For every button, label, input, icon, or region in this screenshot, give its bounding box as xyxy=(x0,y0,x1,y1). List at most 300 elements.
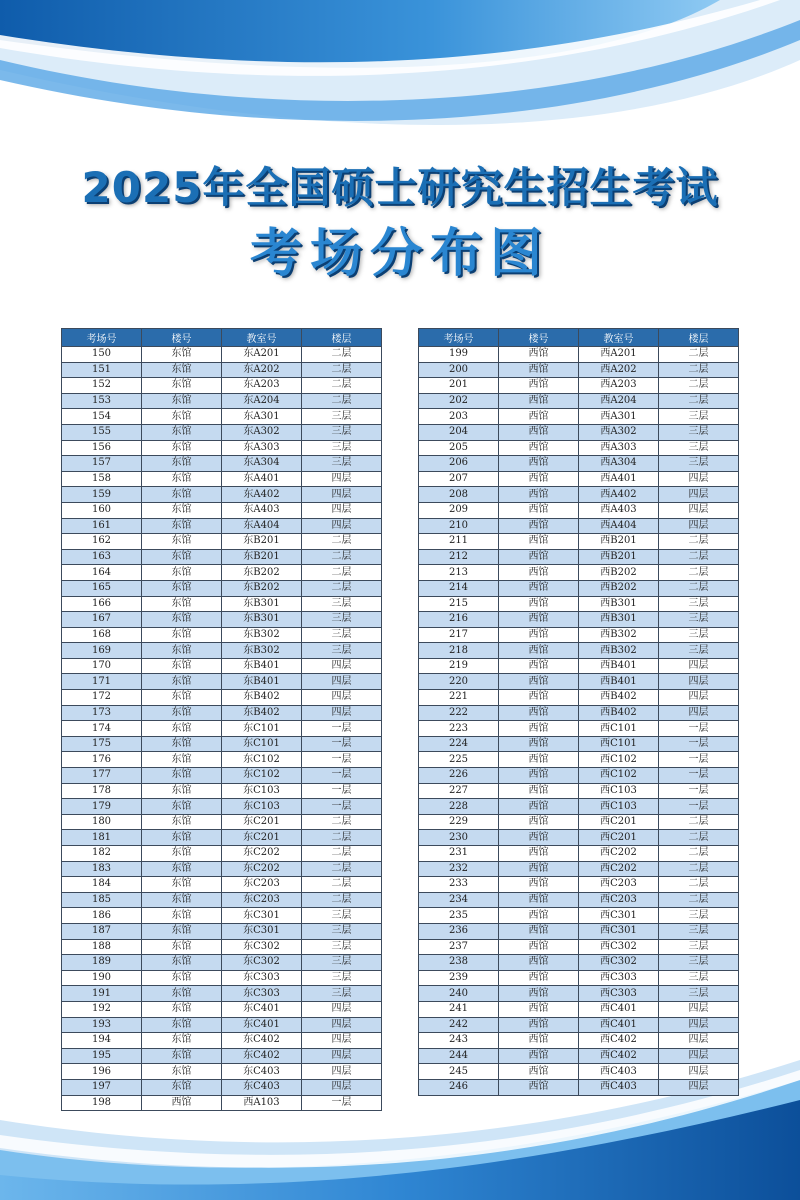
cell-building: 东馆 xyxy=(142,908,222,924)
cell-room-no: 180 xyxy=(62,814,142,830)
cell-floor: 四层 xyxy=(659,1033,739,1049)
cell-floor: 四层 xyxy=(302,1079,382,1095)
cell-classroom: 东C103 xyxy=(222,783,302,799)
cell-building: 东馆 xyxy=(142,923,222,939)
cell-floor: 一层 xyxy=(302,1095,382,1111)
cell-classroom: 东B401 xyxy=(222,674,302,690)
cell-room-no: 153 xyxy=(62,393,142,409)
cell-floor: 三层 xyxy=(659,627,739,643)
cell-room-no: 201 xyxy=(419,378,499,394)
cell-building: 西馆 xyxy=(499,923,579,939)
table-row xyxy=(419,627,739,643)
cell-room-no: 232 xyxy=(419,861,499,877)
table-row xyxy=(62,643,382,659)
cell-building: 东馆 xyxy=(142,814,222,830)
cell-classroom: 西C201 xyxy=(579,814,659,830)
cell-floor: 四层 xyxy=(659,690,739,706)
cell-building: 西馆 xyxy=(499,362,579,378)
cell-room-no: 245 xyxy=(419,1064,499,1080)
cell-floor: 二层 xyxy=(302,861,382,877)
table-row xyxy=(62,362,382,378)
cell-building: 西馆 xyxy=(499,955,579,971)
cell-classroom: 西B201 xyxy=(579,549,659,565)
table-row xyxy=(62,986,382,1002)
cell-classroom: 东B202 xyxy=(222,580,302,596)
cell-room-no: 244 xyxy=(419,1048,499,1064)
cell-classroom: 西A302 xyxy=(579,424,659,440)
cell-floor: 一层 xyxy=(302,736,382,752)
cell-building: 西馆 xyxy=(499,1001,579,1017)
cell-building: 东馆 xyxy=(142,1017,222,1033)
cell-building: 西馆 xyxy=(142,1095,222,1111)
cell-classroom: 东C402 xyxy=(222,1033,302,1049)
cell-room-no: 218 xyxy=(419,643,499,659)
table-row xyxy=(62,690,382,706)
cell-building: 西馆 xyxy=(499,846,579,862)
cell-room-no: 160 xyxy=(62,502,142,518)
table-row xyxy=(62,1095,382,1111)
cell-building: 东馆 xyxy=(142,955,222,971)
table-row xyxy=(419,768,739,784)
cell-building: 东馆 xyxy=(142,799,222,815)
cell-room-no: 157 xyxy=(62,456,142,472)
cell-room-no: 169 xyxy=(62,643,142,659)
table-row xyxy=(62,1064,382,1080)
cell-building: 东馆 xyxy=(142,456,222,472)
table-row xyxy=(62,658,382,674)
cell-building: 东馆 xyxy=(142,362,222,378)
table-row xyxy=(62,1001,382,1017)
cell-classroom: 西B402 xyxy=(579,705,659,721)
cell-classroom: 西C202 xyxy=(579,861,659,877)
cell-floor: 二层 xyxy=(659,580,739,596)
table-row xyxy=(419,955,739,971)
cell-classroom: 东A301 xyxy=(222,409,302,425)
cell-room-no: 181 xyxy=(62,830,142,846)
cell-building: 西馆 xyxy=(499,1017,579,1033)
cell-building: 西馆 xyxy=(499,658,579,674)
cell-floor: 四层 xyxy=(659,502,739,518)
cell-floor: 二层 xyxy=(659,347,739,363)
cell-classroom: 东C101 xyxy=(222,721,302,737)
cell-classroom: 西C301 xyxy=(579,923,659,939)
cell-classroom: 东B402 xyxy=(222,690,302,706)
cell-classroom: 东B201 xyxy=(222,534,302,550)
cell-building: 东馆 xyxy=(142,846,222,862)
table-row xyxy=(62,1048,382,1064)
cell-building: 西馆 xyxy=(499,705,579,721)
table-row xyxy=(419,487,739,503)
table-row xyxy=(62,721,382,737)
cell-classroom: 东C401 xyxy=(222,1017,302,1033)
cell-building: 东馆 xyxy=(142,830,222,846)
cell-classroom: 西C302 xyxy=(579,939,659,955)
cell-building: 东馆 xyxy=(142,658,222,674)
column-header-building: 楼号 xyxy=(142,329,222,347)
cell-room-no: 220 xyxy=(419,674,499,690)
cell-building: 东馆 xyxy=(142,721,222,737)
cell-room-no: 185 xyxy=(62,892,142,908)
table-row xyxy=(419,877,739,893)
cell-floor: 四层 xyxy=(302,487,382,503)
cell-floor: 二层 xyxy=(302,378,382,394)
table-row xyxy=(62,518,382,534)
cell-building: 东馆 xyxy=(142,877,222,893)
cell-classroom: 西A103 xyxy=(222,1095,302,1111)
cell-classroom: 东C101 xyxy=(222,736,302,752)
cell-room-no: 198 xyxy=(62,1095,142,1111)
cell-classroom: 西C402 xyxy=(579,1048,659,1064)
cell-floor: 三层 xyxy=(659,908,739,924)
cell-building: 西馆 xyxy=(499,736,579,752)
cell-classroom: 东C303 xyxy=(222,970,302,986)
cell-room-no: 184 xyxy=(62,877,142,893)
cell-room-no: 187 xyxy=(62,923,142,939)
table-row xyxy=(419,456,739,472)
cell-room-no: 174 xyxy=(62,721,142,737)
cell-room-no: 246 xyxy=(419,1079,499,1095)
cell-classroom: 西C302 xyxy=(579,955,659,971)
cell-floor: 三层 xyxy=(302,440,382,456)
cell-building: 东馆 xyxy=(142,1064,222,1080)
cell-room-no: 226 xyxy=(419,768,499,784)
cell-floor: 一层 xyxy=(302,799,382,815)
cell-room-no: 219 xyxy=(419,658,499,674)
table-row xyxy=(62,627,382,643)
cell-floor: 三层 xyxy=(659,424,739,440)
cell-floor: 二层 xyxy=(302,580,382,596)
table-row xyxy=(62,1079,382,1095)
cell-room-no: 152 xyxy=(62,378,142,394)
table-row xyxy=(62,502,382,518)
cell-room-no: 241 xyxy=(419,1001,499,1017)
cell-room-no: 216 xyxy=(419,612,499,628)
cell-room-no: 155 xyxy=(62,424,142,440)
cell-room-no: 175 xyxy=(62,736,142,752)
table-row xyxy=(62,471,382,487)
cell-classroom: 西B302 xyxy=(579,627,659,643)
cell-building: 东馆 xyxy=(142,752,222,768)
cell-classroom: 西A301 xyxy=(579,409,659,425)
cell-building: 东馆 xyxy=(142,440,222,456)
cell-room-no: 210 xyxy=(419,518,499,534)
cell-floor: 四层 xyxy=(659,487,739,503)
cell-floor: 三层 xyxy=(659,643,739,659)
cell-room-no: 238 xyxy=(419,955,499,971)
cell-building: 西馆 xyxy=(499,1064,579,1080)
cell-room-no: 159 xyxy=(62,487,142,503)
cell-floor: 二层 xyxy=(659,846,739,862)
cell-classroom: 东C103 xyxy=(222,799,302,815)
table-row xyxy=(62,752,382,768)
table-body xyxy=(62,347,382,1111)
table-row xyxy=(419,409,739,425)
cell-room-no: 240 xyxy=(419,986,499,1002)
cell-floor: 三层 xyxy=(659,596,739,612)
cell-classroom: 西A402 xyxy=(579,487,659,503)
table-row xyxy=(419,986,739,1002)
room-table-left xyxy=(61,328,382,1111)
table-row xyxy=(419,970,739,986)
cell-building: 东馆 xyxy=(142,674,222,690)
cell-classroom: 西C303 xyxy=(579,970,659,986)
table-row xyxy=(419,1001,739,1017)
cell-classroom: 西A303 xyxy=(579,440,659,456)
cell-classroom: 东A304 xyxy=(222,456,302,472)
cell-floor: 二层 xyxy=(659,362,739,378)
cell-floor: 一层 xyxy=(302,752,382,768)
cell-building: 西馆 xyxy=(499,768,579,784)
table-row xyxy=(419,596,739,612)
cell-building: 东馆 xyxy=(142,986,222,1002)
cell-floor: 四层 xyxy=(659,1017,739,1033)
cell-classroom: 西B202 xyxy=(579,580,659,596)
table-row xyxy=(419,674,739,690)
cell-classroom: 东C403 xyxy=(222,1079,302,1095)
cell-floor: 三层 xyxy=(659,456,739,472)
table-row xyxy=(62,705,382,721)
cell-floor: 二层 xyxy=(302,830,382,846)
cell-building: 东馆 xyxy=(142,768,222,784)
cell-classroom: 西A204 xyxy=(579,393,659,409)
cell-building: 东馆 xyxy=(142,1033,222,1049)
cell-classroom: 西C303 xyxy=(579,986,659,1002)
cell-building: 西馆 xyxy=(499,799,579,815)
cell-building: 西馆 xyxy=(499,487,579,503)
table-row xyxy=(419,518,739,534)
cell-room-no: 176 xyxy=(62,752,142,768)
cell-building: 西馆 xyxy=(499,1048,579,1064)
table-row xyxy=(62,549,382,565)
cell-floor: 三层 xyxy=(302,612,382,628)
cell-floor: 四层 xyxy=(302,471,382,487)
cell-floor: 一层 xyxy=(659,736,739,752)
cell-floor: 三层 xyxy=(659,440,739,456)
cell-classroom: 东C402 xyxy=(222,1048,302,1064)
cell-room-no: 168 xyxy=(62,627,142,643)
cell-room-no: 211 xyxy=(419,534,499,550)
cell-building: 西馆 xyxy=(499,830,579,846)
cell-classroom: 东C102 xyxy=(222,752,302,768)
column-header-room-no: 考场号 xyxy=(62,329,142,347)
cell-building: 西馆 xyxy=(499,908,579,924)
cell-floor: 二层 xyxy=(659,830,739,846)
cell-floor: 二层 xyxy=(302,362,382,378)
page-subtitle: 考场分布图 xyxy=(249,224,550,284)
cell-floor: 三层 xyxy=(302,409,382,425)
cell-classroom: 西C102 xyxy=(579,768,659,784)
column-header-classroom: 教室号 xyxy=(579,329,659,347)
cell-room-no: 161 xyxy=(62,518,142,534)
cell-floor: 二层 xyxy=(659,393,739,409)
cell-classroom: 西C403 xyxy=(579,1079,659,1095)
table-row xyxy=(62,830,382,846)
cell-floor: 三层 xyxy=(659,409,739,425)
cell-room-no: 164 xyxy=(62,565,142,581)
table-row xyxy=(419,658,739,674)
cell-building: 西馆 xyxy=(499,861,579,877)
cell-floor: 四层 xyxy=(659,705,739,721)
cell-floor: 三层 xyxy=(302,939,382,955)
cell-room-no: 236 xyxy=(419,923,499,939)
table-row xyxy=(419,721,739,737)
table-row xyxy=(62,939,382,955)
cell-classroom: 东C301 xyxy=(222,923,302,939)
table-row xyxy=(419,939,739,955)
cell-room-no: 165 xyxy=(62,580,142,596)
table-row xyxy=(62,846,382,862)
table-row xyxy=(419,347,739,363)
cell-room-no: 199 xyxy=(419,347,499,363)
cell-room-no: 191 xyxy=(62,986,142,1002)
cell-classroom: 西A201 xyxy=(579,347,659,363)
table-row xyxy=(62,534,382,550)
cell-room-no: 173 xyxy=(62,705,142,721)
cell-building: 东馆 xyxy=(142,502,222,518)
cell-room-no: 242 xyxy=(419,1017,499,1033)
cell-floor: 二层 xyxy=(302,892,382,908)
cell-building: 东馆 xyxy=(142,1048,222,1064)
cell-floor: 二层 xyxy=(302,877,382,893)
cell-classroom: 西A202 xyxy=(579,362,659,378)
cell-building: 东馆 xyxy=(142,1001,222,1017)
table-row xyxy=(62,908,382,924)
cell-room-no: 214 xyxy=(419,580,499,596)
cell-floor: 二层 xyxy=(659,565,739,581)
cell-room-no: 235 xyxy=(419,908,499,924)
table-row xyxy=(62,456,382,472)
cell-classroom: 东C201 xyxy=(222,830,302,846)
table-row xyxy=(419,861,739,877)
cell-building: 西馆 xyxy=(499,939,579,955)
table-row xyxy=(419,440,739,456)
cell-room-no: 151 xyxy=(62,362,142,378)
cell-classroom: 东B301 xyxy=(222,596,302,612)
cell-floor: 二层 xyxy=(302,814,382,830)
cell-classroom: 西C101 xyxy=(579,736,659,752)
cell-building: 西馆 xyxy=(499,1033,579,1049)
cell-classroom: 西C201 xyxy=(579,830,659,846)
cell-building: 东馆 xyxy=(142,892,222,908)
cell-classroom: 东B301 xyxy=(222,612,302,628)
cell-classroom: 西A404 xyxy=(579,518,659,534)
table-row xyxy=(62,768,382,784)
table-row xyxy=(419,1048,739,1064)
table-row xyxy=(419,705,739,721)
cell-room-no: 203 xyxy=(419,409,499,425)
cell-floor: 三层 xyxy=(302,970,382,986)
table-row xyxy=(62,955,382,971)
cell-floor: 二层 xyxy=(659,814,739,830)
cell-building: 西馆 xyxy=(499,565,579,581)
cell-floor: 四层 xyxy=(302,1033,382,1049)
table-row xyxy=(419,690,739,706)
cell-building: 东馆 xyxy=(142,596,222,612)
cell-building: 西馆 xyxy=(499,580,579,596)
cell-classroom: 东C201 xyxy=(222,814,302,830)
cell-building: 东馆 xyxy=(142,1079,222,1095)
cell-floor: 四层 xyxy=(302,705,382,721)
cell-building: 东馆 xyxy=(142,612,222,628)
cell-classroom: 西B301 xyxy=(579,596,659,612)
cell-room-no: 188 xyxy=(62,939,142,955)
cell-room-no: 195 xyxy=(62,1048,142,1064)
cell-building: 东馆 xyxy=(142,627,222,643)
cell-room-no: 166 xyxy=(62,596,142,612)
cell-floor: 四层 xyxy=(659,1048,739,1064)
cell-classroom: 西B302 xyxy=(579,643,659,659)
cell-room-no: 207 xyxy=(419,471,499,487)
cell-classroom: 西A304 xyxy=(579,456,659,472)
cell-classroom: 西B401 xyxy=(579,674,659,690)
cell-building: 西馆 xyxy=(499,502,579,518)
table-row xyxy=(419,1017,739,1033)
cell-classroom: 东A401 xyxy=(222,471,302,487)
table-row xyxy=(419,643,739,659)
cell-classroom: 东C302 xyxy=(222,939,302,955)
cell-floor: 二层 xyxy=(302,393,382,409)
cell-classroom: 西B202 xyxy=(579,565,659,581)
cell-building: 东馆 xyxy=(142,861,222,877)
table-row xyxy=(419,1064,739,1080)
cell-classroom: 东A202 xyxy=(222,362,302,378)
cell-room-no: 206 xyxy=(419,456,499,472)
cell-floor: 三层 xyxy=(659,970,739,986)
cell-room-no: 163 xyxy=(62,549,142,565)
table-row xyxy=(419,892,739,908)
cell-floor: 三层 xyxy=(302,456,382,472)
cell-room-no: 190 xyxy=(62,970,142,986)
cell-building: 东馆 xyxy=(142,783,222,799)
table-row xyxy=(62,970,382,986)
cell-room-no: 224 xyxy=(419,736,499,752)
cell-floor: 三层 xyxy=(302,908,382,924)
cell-building: 西馆 xyxy=(499,409,579,425)
cell-classroom: 东A302 xyxy=(222,424,302,440)
table-row xyxy=(419,830,739,846)
cell-floor: 四层 xyxy=(302,1017,382,1033)
cell-room-no: 233 xyxy=(419,877,499,893)
cell-floor: 一层 xyxy=(659,768,739,784)
cell-floor: 三层 xyxy=(302,596,382,612)
cell-classroom: 西C401 xyxy=(579,1017,659,1033)
cell-floor: 三层 xyxy=(659,923,739,939)
cell-room-no: 215 xyxy=(419,596,499,612)
table-row xyxy=(419,502,739,518)
room-table-right xyxy=(418,328,739,1096)
cell-room-no: 243 xyxy=(419,1033,499,1049)
cell-floor: 四层 xyxy=(302,1048,382,1064)
cell-classroom: 东C302 xyxy=(222,955,302,971)
cell-floor: 三层 xyxy=(659,955,739,971)
cell-floor: 三层 xyxy=(659,939,739,955)
cell-room-no: 234 xyxy=(419,892,499,908)
table-row xyxy=(62,892,382,908)
table-row xyxy=(419,565,739,581)
cell-room-no: 192 xyxy=(62,1001,142,1017)
cell-room-no: 172 xyxy=(62,690,142,706)
cell-classroom: 西C403 xyxy=(579,1064,659,1080)
cell-room-no: 197 xyxy=(62,1079,142,1095)
cell-classroom: 西A401 xyxy=(579,471,659,487)
table-row xyxy=(419,393,739,409)
cell-room-no: 177 xyxy=(62,768,142,784)
cell-building: 西馆 xyxy=(499,752,579,768)
cell-classroom: 东C203 xyxy=(222,877,302,893)
cell-classroom: 西C203 xyxy=(579,892,659,908)
cell-floor: 二层 xyxy=(659,549,739,565)
cell-floor: 四层 xyxy=(302,1064,382,1080)
